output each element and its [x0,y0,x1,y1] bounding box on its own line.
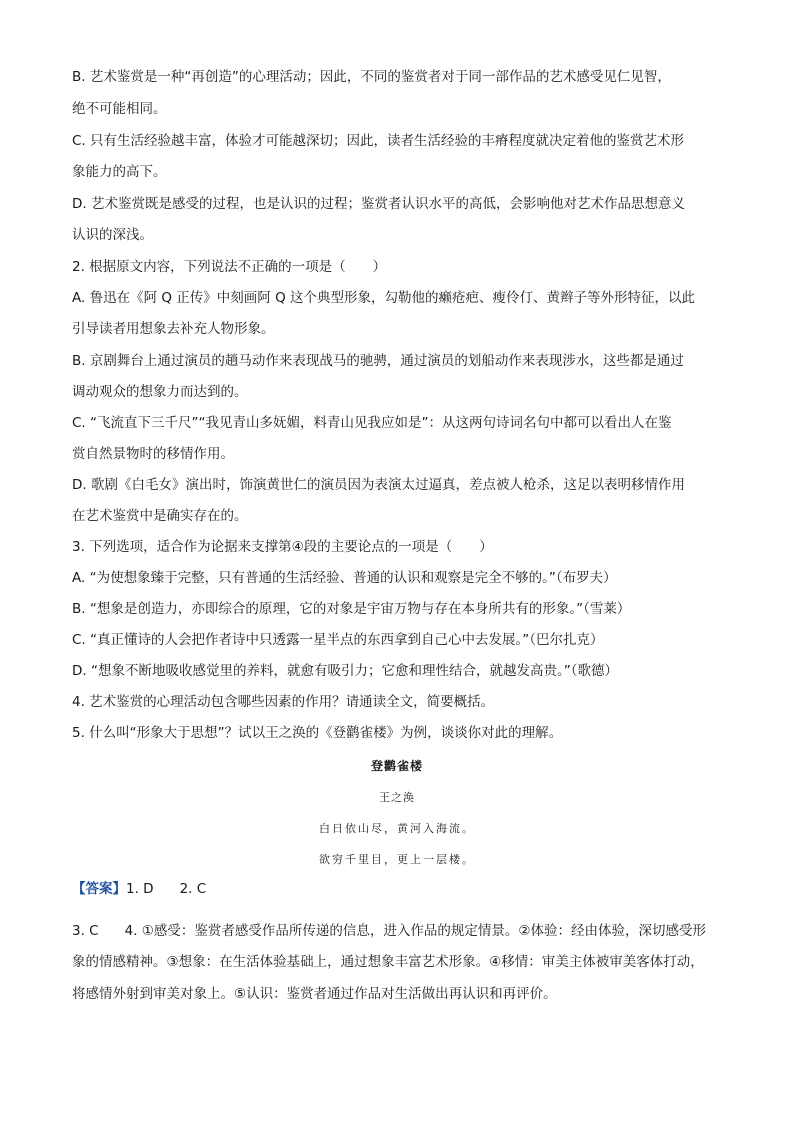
q2-option-a-line-1: A. 鲁迅在《阿 Q 正传》中刻画阿 Q 这个典型形象，勾勒他的癞疮疤、瘦伶仃、黄辫子等外形特征，以此 [72,290,695,306]
option-b-line-2: 绝不可能相同。 [72,101,167,117]
q2-option-d-line-2: 在艺术鉴赏中是确实存在的。 [72,508,248,524]
q2-option-b-line-1: B. 京剧舞台上通过演员的趟马动作来表现战马的驰骋，通过演员的划船动作来表现涉水，这些都是通过 [72,353,684,369]
option-c-line-2: 象能力的高下。 [72,164,167,180]
q3-option-a: A. “为使想象臻于完整，只有普通的生活经验、普通的认识和观察是完全不够的。”（布罗夫） [72,570,617,586]
answer-q4-line-1: 4. ①感受：鉴赏者感受作品所传递的信息，进入作品的规定情景。②体验：经由体验，深切感受形 [124,923,706,939]
q2-option-d-line-1: D. 歌剧《白毛女》演出时，饰演黄世仁的演员因为表演太过逼真，差点被人枪杀，这足以表明移情作用 [72,477,685,493]
answer-q3-q4-line-1 [72,922,722,940]
option-d-line-1: D. 艺术鉴赏既是感受的过程，也是认识的过程；鉴赏者认识水平的高低，会影响他对艺术作品思想意义 [72,196,685,212]
q2-option-c-line-2: 赏自然景物时的移情作用。 [72,446,234,462]
q2-option-b-line-2: 调动观众的想象力而达到的。 [72,384,248,400]
poem-title: 登鹳雀楼 [370,759,423,773]
answer-q3: 3. C [72,923,99,939]
poem-line-1: 白日依山尽，黄河入海流。 [319,822,475,835]
q3-option-d: D. “想象不断地吸收感觉里的养料，就愈有吸引力；它愈和理性结合，就越发高贵。”（歌德） [72,663,618,679]
q2-option-a-line-2: 引导读者用想象去补充人物形象。 [72,321,275,337]
question-4: 4. 艺术鉴赏的心理活动包含哪些因素的作用？请通读全文，简要概括。 [72,694,495,710]
q3-option-b: B. “想象是创造力，亦即综合的原理，它的对象是宇宙万物与存在本身所共有的形象。”（雪莱） [72,601,631,617]
question-3: 3. 下列选项，适合作为论据来支撑第④段的主要论点的一项是（ ） [72,539,493,555]
answer-q4-line-3: 将感情外射到审美对象上。⑤认识：鉴赏者通过作品对生活做出再认识和再评价。 [72,986,557,1002]
poem-author: 王之涣 [379,791,415,804]
option-d-line-2: 认识的深浅。 [72,227,153,243]
answer-q4-line-2: 象的情感精神。③想象：在生活体验基础上，通过想象丰富艺术形象。④移情：审美主体被审美客体打动， [72,954,704,970]
answer-q1: 1. D [126,881,154,897]
question-5: 5. 什么叫“形象大于思想”？试以王之涣的《登鹳雀楼》为例，谈谈你对此的理解。 [72,725,563,741]
answer-row [72,880,722,898]
q2-option-c-line-1: C. “飞流直下三千尺”“我见青山多妩媚，料青山见我应如是”：从这两句诗词名句中都可以看出人在鉴 [72,415,672,431]
option-b-line-1: B. 艺术鉴赏是一种“再创造”的心理活动；因此，不同的鉴赏者对于同一部作品的艺术感受见仁见智， [72,69,671,85]
option-c-line-1: C. 只有生活经验越丰富，体验才可能越深切；因此，读者生活经验的丰瘠程度就决定着他的鉴赏艺术形 [72,133,685,149]
answer-q2: 2. C [179,881,207,897]
poem-line-2: 欲穷千里目，更上一层楼。 [319,853,475,866]
q3-option-c: C. “真正懂诗的人会把作者诗中只透露一星半点的东西拿到自己心中去发展。”（巴尔扎克） [72,632,604,648]
question-2: 2. 根据原文内容，下列说法不正确的一项是（ ） [72,259,387,275]
answer-label: 【答案】 [72,881,126,897]
